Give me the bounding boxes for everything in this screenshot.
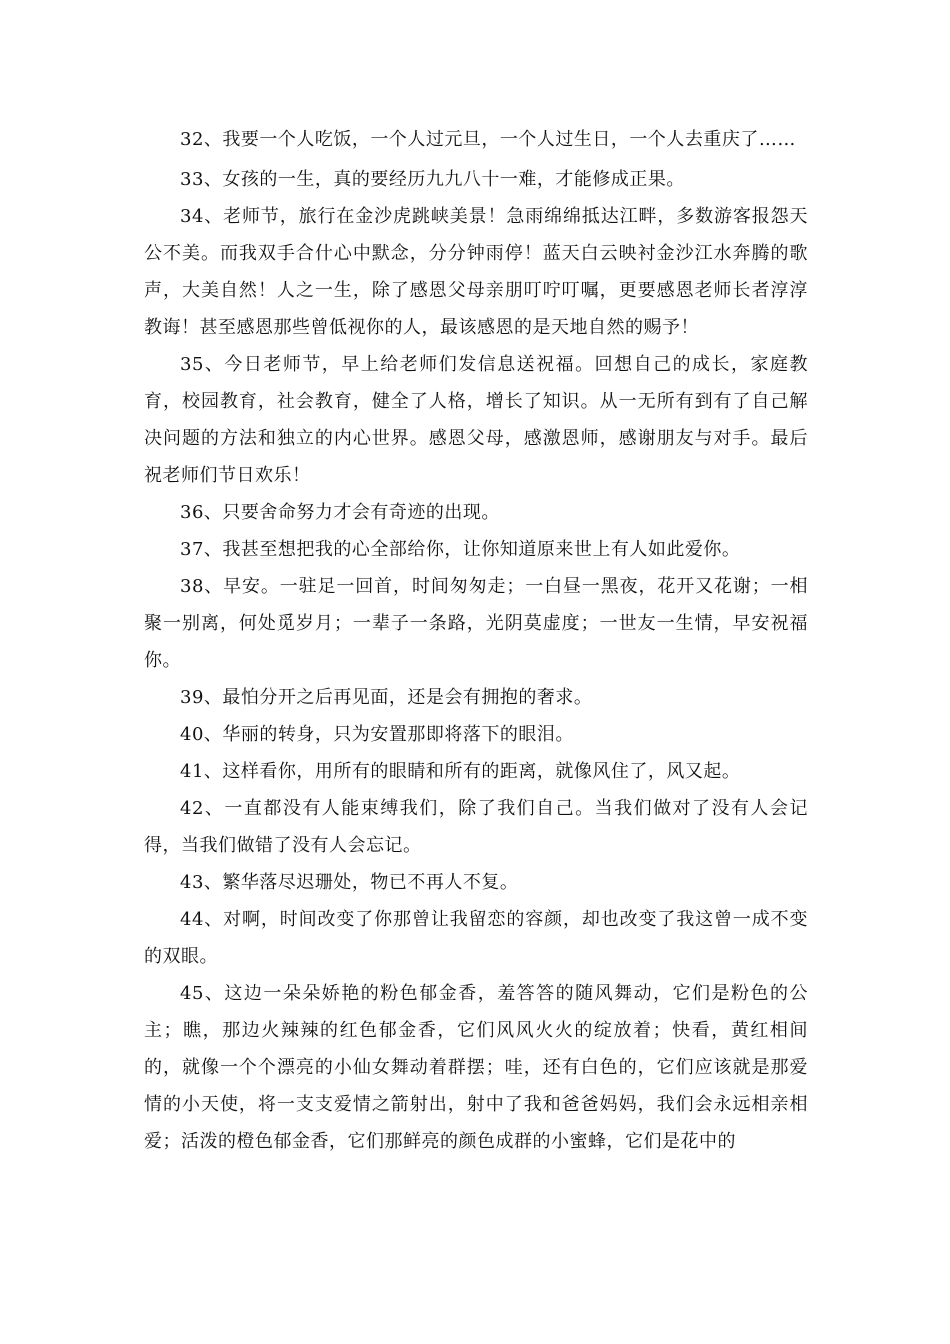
- paragraph-45: 45、这边一朵朵娇艳的粉色郁金香，羞答答的随风舞动，它们是粉色的公主；瞧，那边火辣辣的红色郁金香，它们风风火火的绽放着；快看，黄红相间的，就像一个个漂亮的小仙女舞动着群摆；哇，还有白色的，它们应该就是那爱情的小天使，将一支支爱情之箭射出，射中了我和爸爸妈妈，我们会永远相亲相爱；活泼的橙色郁金香，它们那鲜亮的颜色成群的小蜜蜂，它们是花中的: [144, 983, 808, 1152]
- paragraph-44: 44、对啊，时间改变了你那曾让我留恋的容颜，却也改变了我这曾一成不变的双眼。: [144, 909, 808, 967]
- document-body: [144, 121, 808, 1160]
- paragraph-34: 34、老师节，旅行在金沙虎跳峡美景！急雨绵绵抵达江畔，多数游客报怨天公不美。而我双手合什心中默念，分分钟雨停！蓝天白云映衬金沙江水奔腾的歌声，大美自然！人之一生，除了感恩父母亲朋叮咛叮嘱，更要感恩老师长者淳淳教诲！甚至感恩那些曾低视你的人，最该感恩的是天地自然的赐予！: [144, 206, 808, 338]
- paragraph-37: 37、我甚至想把我的心全部给你，让你知道原来世上有人如此爱你。: [180, 539, 741, 560]
- paragraph-33: 33、女孩的一生，真的要经历九九八十一难，才能修成正果。: [180, 169, 685, 190]
- paragraph-43: 43、繁华落尽迟珊处，物已不再人不复。: [180, 872, 519, 893]
- paragraph-40: 40、华丽的转身，只为安置那即将落下的眼泪。: [180, 724, 574, 745]
- paragraph-32: 32、我要一个人吃饭，一个人过元旦，一个人过生日，一个人去重庆了……: [180, 129, 796, 150]
- paragraph-39: 39、最怕分开之后再见面，还是会有拥抱的奢求。: [180, 687, 593, 708]
- paragraph-36: 36、只要舍命努力才会有奇迹的出现。: [180, 502, 500, 523]
- paragraph-42: 42、一直都没有人能束缚我们，除了我们自己。当我们做对了没有人会记得，当我们做错了没有人会忘记。: [144, 798, 808, 856]
- paragraph-38: 38、早安。一驻足一回首，时间匆匆走；一白昼一黑夜，花开又花谢；一相聚一别离，何处觅岁月；一辈子一条路，光阴莫虚度；一世友一生情，早安祝福你。: [144, 576, 808, 671]
- paragraph-35: 35、今日老师节，早上给老师们发信息送祝福。回想自己的成长，家庭教育，校园教育，社会教育，健全了人格，增长了知识。从一无所有到有了自己解决问题的方法和独立的内心世界。感恩父母，感激恩师，感谢朋友与对手。最后祝老师们节日欢乐！: [144, 354, 808, 486]
- paragraph-41: 41、这样看你，用所有的眼睛和所有的距离，就像风住了，风又起。: [180, 761, 741, 782]
